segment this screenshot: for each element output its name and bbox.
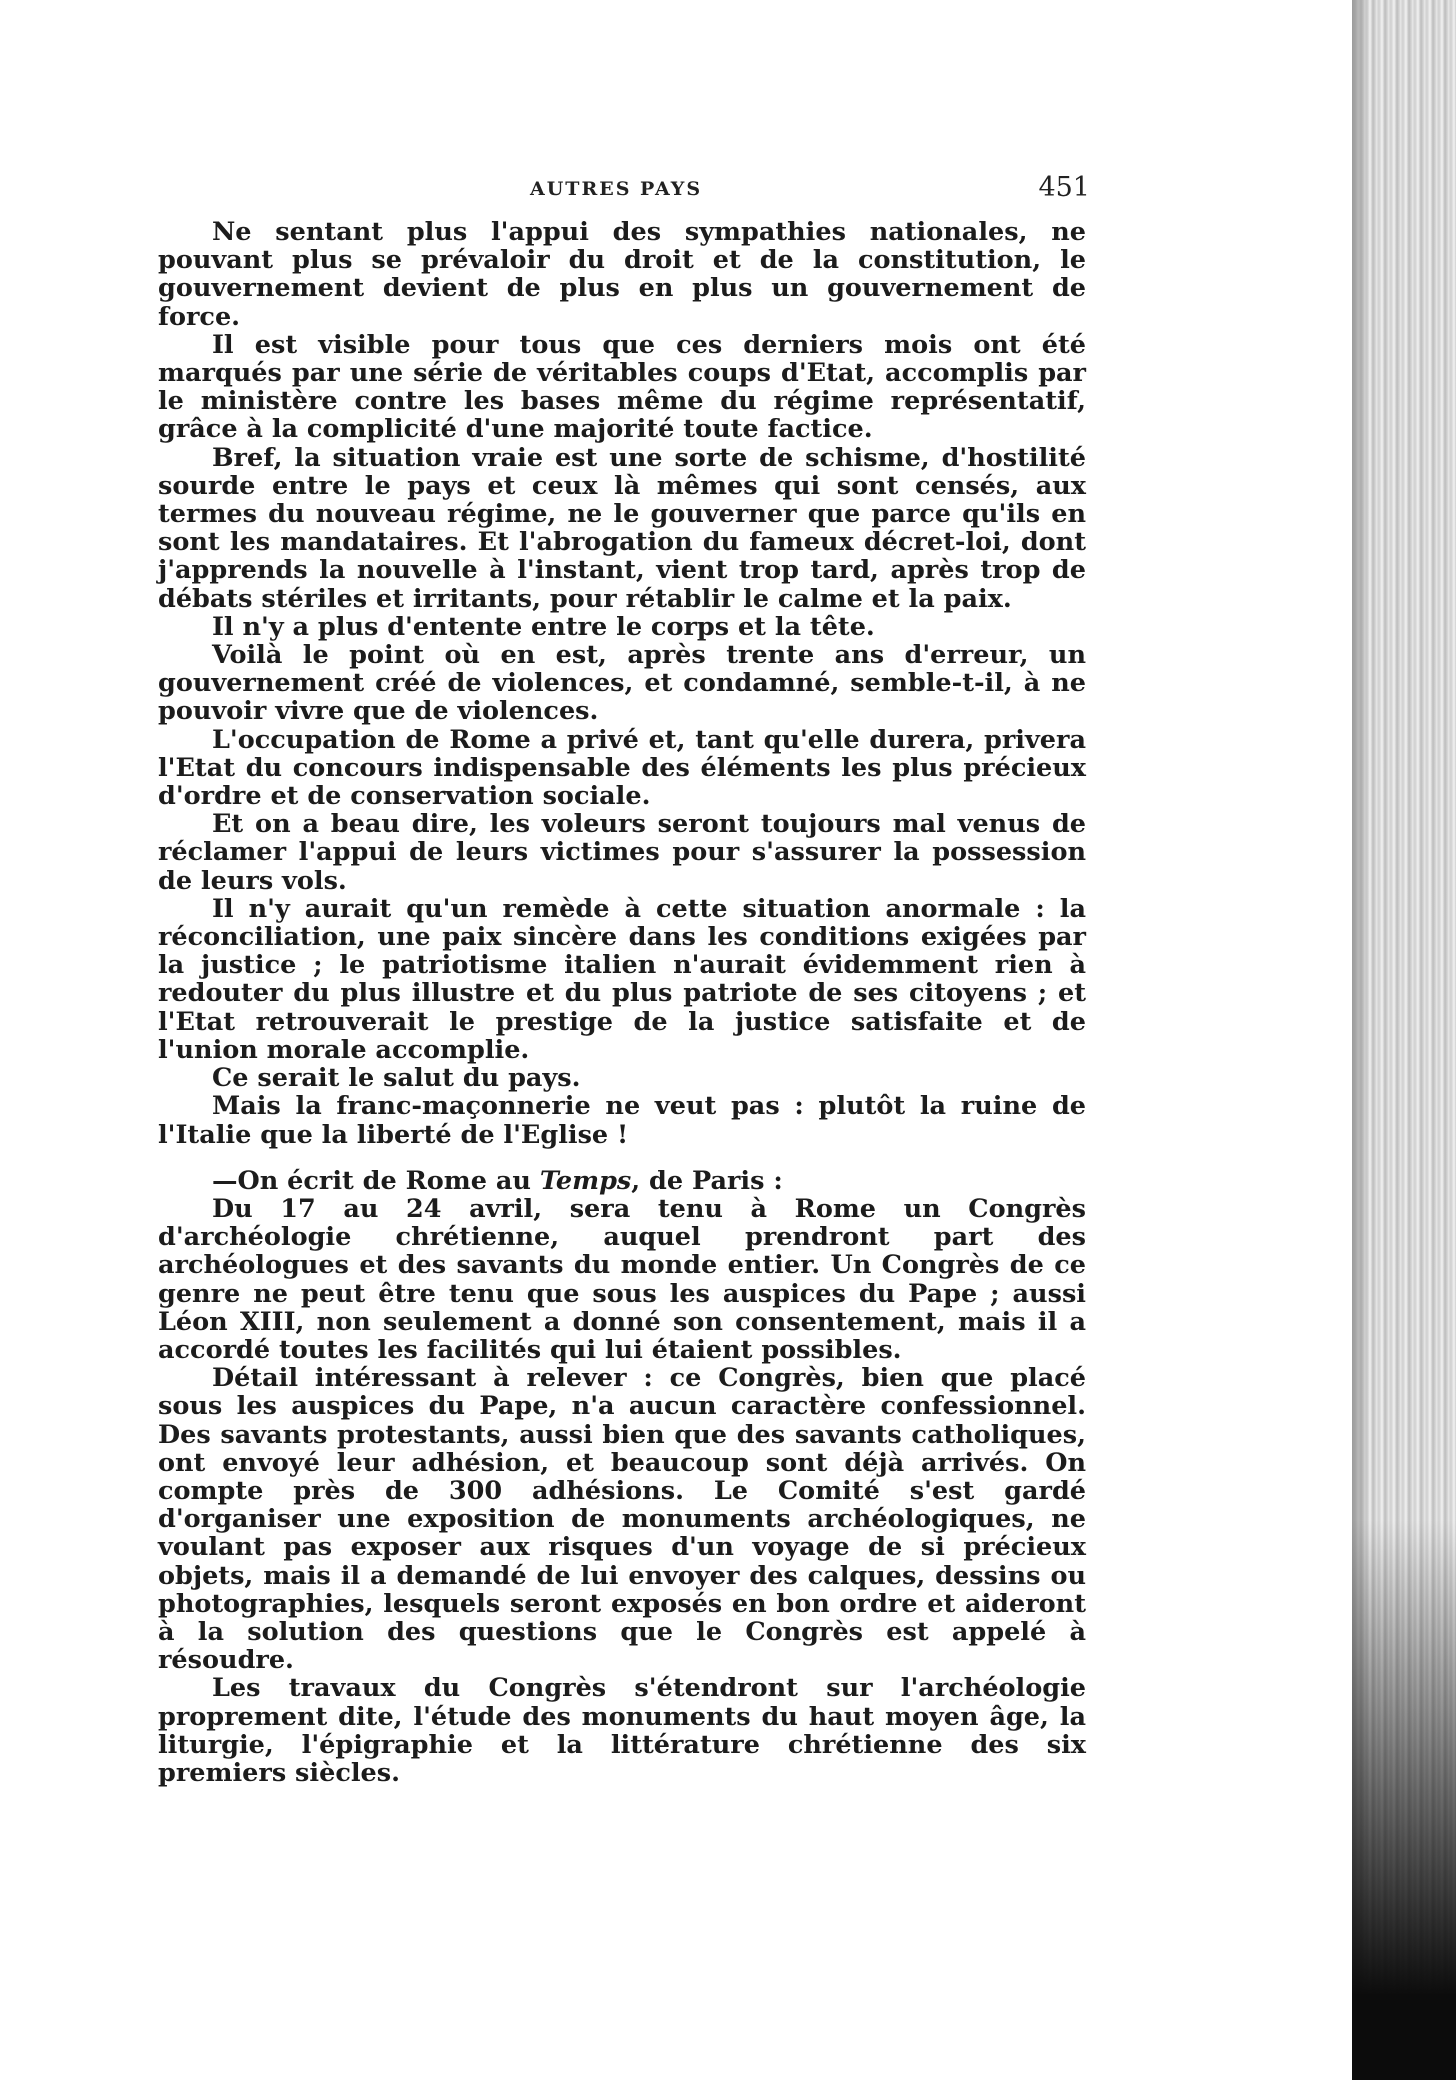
edge-shadow bbox=[1352, 1520, 1456, 2080]
paragraph: Voilà le point où en est, après trente ans d'erreur, un gouvernement créé de violences, et condamné, semble-t-il, à ne pouvoir vivre que de violences. bbox=[158, 640, 1086, 727]
book-page-edges bbox=[1352, 0, 1456, 2080]
paragraph: Il est visible pour tous que ces derniers mois ont été marqués par une série de véritables coups d'Etat, accomplis par le ministère contre les bases même du régime représentatif, grâce à la complicité d'une majorité toute factice. bbox=[158, 329, 1086, 445]
paragraph: Il n'y aurait qu'un remède à cette situation anormale : la réconciliation, une paix sincère dans les conditions exigées par la justice ; le patriotisme italien n'aurait évidemment rien à redouter du plus illustre et du plus patriote de ses citoyens ; et l'Etat retrouverait le prestige de la justice satisfaite et de l'union morale accomplie. bbox=[158, 893, 1086, 1065]
paragraph: Mais la franc-maçonnerie ne veut pas : plutôt la ruine de l'Italie que la liberté de l'Eglise ! bbox=[158, 1091, 1086, 1150]
page-header bbox=[150, 172, 1090, 212]
paragraph: Ne sentant plus l'appui des sympathies nationales, ne pouvant plus se prévaloir du droit et de la constitution, le gouvernement devient de plus en plus un gouvernement de force. bbox=[158, 217, 1086, 332]
paragraph: Et on a beau dire, les voleurs seront toujours mal venus de réclamer l'appui de leurs victimes pour s'assurer la possession de leurs vols. bbox=[158, 809, 1086, 896]
paragraph: Du 17 au 24 avril, sera tenu à Rome un Congrès d'archéologie chrétienne, auquel prendront part des archéologues et des savants du monde entier. Un Congrès de ce genre ne peut être tenu que sous les auspices du Pape ; aussi Léon XIII, non seulement a donné son consentement, mais il a accordé toutes les facilités qui lui étaient possibles. bbox=[158, 1193, 1086, 1365]
paragraph: Ce serait le salut du pays. bbox=[212, 1063, 581, 1094]
temps-intro-after: , de Paris : bbox=[631, 1165, 783, 1196]
temps-intro-before: —On écrit de Rome au bbox=[212, 1165, 540, 1196]
paragraph: Bref, la situation vraie est une sorte de schisme, d'hostilité sourde entre le pays et ceux là mêmes qui sont censés, aux termes du nouveau régime, ne le gouverner que parce qu'ils en sont les mandataires. Et l'abrogation du fameux décret-loi, dont j'apprends la nouvelle à l'instant, vient trop tard, après trop de débats stériles et irritants, pour rétablir le calme et la paix. bbox=[158, 442, 1086, 614]
paragraph: Il n'y a plus d'entente entre le corps et la tête. bbox=[212, 611, 875, 642]
body-text bbox=[158, 218, 1086, 1787]
temps-newspaper-name: Temps bbox=[539, 1165, 632, 1196]
temps-intro bbox=[158, 1167, 1086, 1195]
paragraph: L'occupation de Rome a privé et, tant qu'elle durera, privera l'Etat du concours indispensable des éléments les plus précieux d'ordre et de conservation sociale. bbox=[158, 724, 1086, 812]
paragraph: Détail intéressant à relever : ce Congrès, bien que placé sous les auspices du Pape, n'a aucun caractère confessionnel. Des savants protestants, aussi bien que des savants catholiques, ont envoyé leur adhésion, et beaucoup sont déjà arrivés. On compte près de 300 adhésions. Le Comité s'est gardé d'organiser une exposition de monuments archéologiques, ne voulant pas exposer aux risques d'un voyage de si précieux objets, mais il a demandé de lui envoyer des calques, dessins ou photographies, lesquels seront exposés en bon ordre et aideront à la solution des questions que le Congrès est appelé à résoudre. bbox=[158, 1363, 1086, 1676]
running-head: AUTRES PAYS bbox=[530, 178, 703, 200]
page-number: 451 bbox=[1038, 172, 1090, 203]
paragraph: Les travaux du Congrès s'étendront sur l'archéologie proprement dite, l'étude des monuments du haut moyen âge, la liturgie, l'épigraphie et la littérature chrétienne des six premiers siècles. bbox=[158, 1673, 1086, 1788]
